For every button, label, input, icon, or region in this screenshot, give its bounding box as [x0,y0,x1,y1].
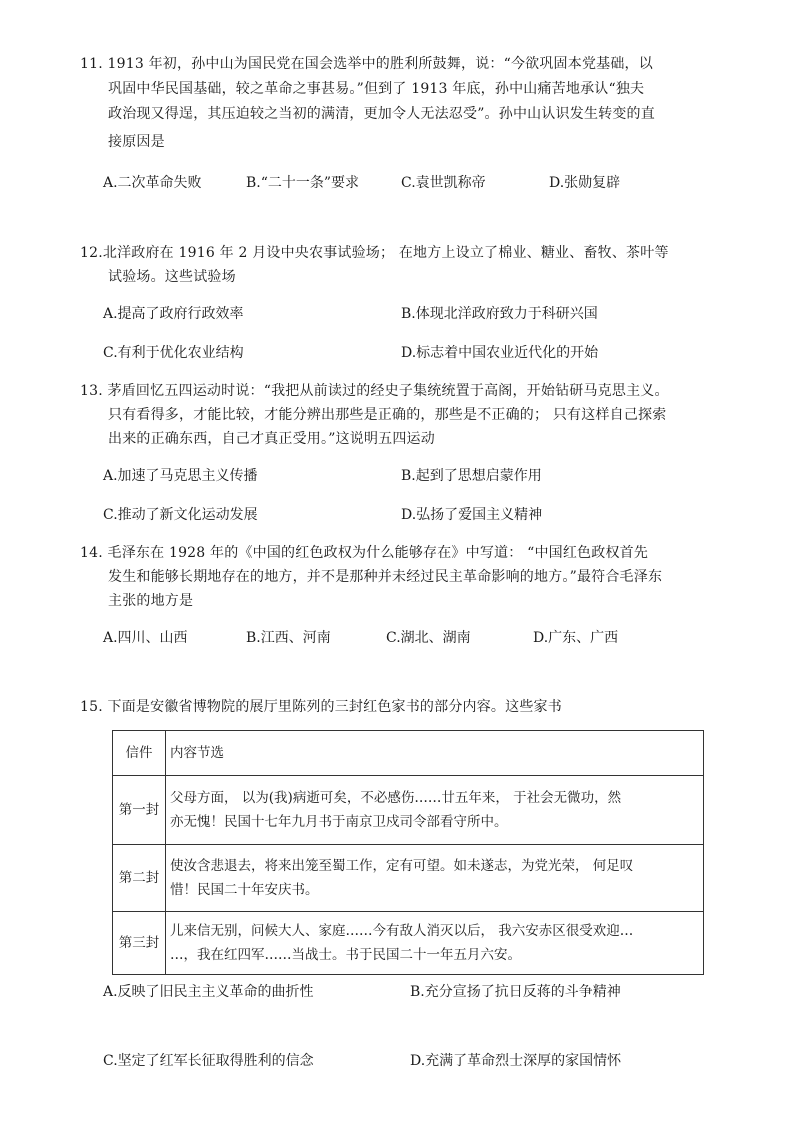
table-cell-content [166,845,704,912]
q15-option-b: B.充分宣扬了抗日反蒋的斗争精神 [410,984,621,1000]
cell-line: 父母方面， 以为(我)病逝可矣，不必感伤……廿五年来， 于社会无微功，然 [170,790,622,806]
q13-option-d: D.弘扬了爱国主义精神 [401,507,543,523]
q14-option-a: A.四川、山西 [103,630,188,646]
q13-stem-line-2: 只有看得多，才能比较，才能分辨出那些是正确的，那些是不正确的； 只有这样自己探索 [108,407,667,423]
table-row [113,776,704,845]
q12-stem-line-2: 试验场。这些试验场 [108,269,236,285]
q15-option-a: A.反映了旧民主主义革命的曲折性 [103,984,314,1000]
table-header-row [113,731,704,776]
q14-option-c: C.湖北、湖南 [386,630,471,646]
q12-option-d: D.标志着中国农业近代化的开始 [401,345,599,361]
q14-stem-line-3: 主张的地方是 [108,593,194,609]
cell-line: 亦无愧！民国十七年九月书于南京卫戍司令部看守所中。 [170,814,508,830]
q11-option-a: A.二次革命失败 [103,175,202,191]
q14-option-b: B.江西、河南 [246,630,331,646]
q13-stem-line-3: 出来的正确东西，自己才真正受用。”这说明五四运动 [108,431,435,447]
table-cell-content [166,912,704,975]
q11-option-c: C.袁世凯称帝 [401,175,486,191]
q12-stem-line-1: 12.北洋政府在 1916 年 2 月设中央农事试验场； 在地方上设立了棉业、糖业、畜牧、茶叶等 [80,245,669,261]
q11-stem-line-2: 巩固中华民国基础，较之革命之事甚易。”但到了 1913 年底，孙中山痛苦地承认“独夫 [108,81,645,97]
q15-stem-line-1: 15. 下面是安徽省博物院的展厅里陈列的三封红色家书的部分内容。这些家书 [80,699,562,715]
q14-stem-line-1: 14. 毛泽东在 1928 年的《中国的红色政权为什么能够存在》中写道： “中国红色政权首先 [80,545,649,561]
q14-stem-line-2: 发生和能够长期地存在的地方，并不是那种并未经过民主革命影响的地方。”最符合毛泽东 [108,569,663,585]
letters-table [112,730,704,975]
table-header-content: 内容节选 [166,731,704,776]
q12-option-a: A.提高了政府行政效率 [103,306,244,322]
table-cell-letter: 第二封 [113,845,166,912]
q11-stem-line-3: 政治现又得逞，其压迫较之当初的满清，更加令人无法忍受”。孙中山认识发生转变的直 [108,106,655,122]
q13-stem-line-1: 13. 茅盾回忆五四运动时说：“我把从前读过的经史子集统统置于高阁，开始钻研马克思主义。 [80,383,669,399]
q14-option-d: D.广东、广西 [533,630,619,646]
q13-option-a: A.加速了马克思主义传播 [103,468,258,484]
q12-option-b: B.体现北洋政府致力于科研兴国 [401,306,598,322]
table-header-letter: 信件 [113,731,166,776]
q11-option-d: D.张勋复辟 [549,175,621,191]
q12-option-c: C.有利于优化农业结构 [103,345,244,361]
q15-option-d: D.充满了革命烈士深厚的家国情怀 [410,1053,622,1069]
q11-option-b: B.“二十一条”要求 [246,175,360,191]
table-row [113,912,704,975]
cell-line: 使汝含悲退去，将来出笼至蜀工作，定有可望。如未遂志，为党光荣， 何足叹 [170,858,634,874]
q11-stem-line-1: 11. 1913 年初，孙中山为国民党在国会选举中的胜利所鼓舞，说：“今欲巩固本党基础，以 [80,56,653,72]
table-cell-content [166,776,704,845]
cell-line: 儿来信无别，问候大人、家庭……今有敌人消灭以后， 我六安赤区很受欢迎… [170,923,634,939]
table-cell-letter: 第一封 [113,776,166,845]
q15-option-c: C.坚定了红军长征取得胜利的信念 [103,1053,314,1069]
cell-line: 惜！民国二十年安庆书。 [170,882,319,898]
cell-line: …，我在红四军……当战士。书于民国二十一年五月六安。 [170,947,521,963]
q11-stem-line-4: 接原因是 [108,134,165,150]
q13-option-b: B.起到了思想启蒙作用 [401,468,542,484]
q13-option-c: C.推动了新文化运动发展 [103,507,258,523]
table-cell-letter: 第三封 [113,912,166,975]
table-row [113,845,704,912]
